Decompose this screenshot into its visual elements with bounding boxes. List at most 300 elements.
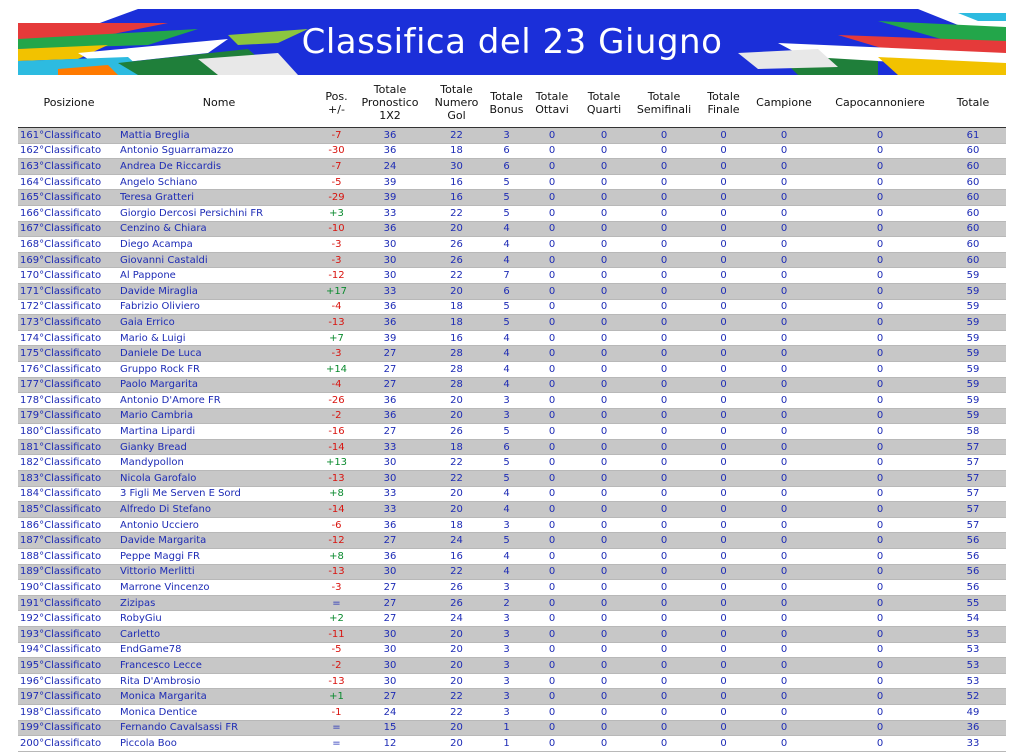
pos-change-cell: =: [318, 720, 355, 736]
capocannoniere-cell: 0: [820, 221, 940, 237]
quarti-cell: 0: [579, 455, 629, 471]
pronostico-cell: 27: [355, 533, 425, 549]
campione-cell: 0: [748, 252, 820, 268]
header-posizione: Posizione: [43, 96, 95, 109]
campione-cell: 0: [748, 268, 820, 284]
header-pos-change: Pos. +/-: [325, 89, 348, 116]
table-row: [18, 455, 1006, 471]
name-cell: Daniele De Luca: [120, 346, 318, 362]
numero-gol-cell: 20: [425, 221, 488, 237]
semifinali-cell: 0: [629, 517, 699, 533]
total-cell: 60: [940, 174, 1006, 190]
finale-cell: 0: [699, 486, 748, 502]
quarti-cell: 0: [579, 549, 629, 565]
bonus-cell: 3: [488, 673, 525, 689]
numero-gol-cell: 30: [425, 159, 488, 175]
bonus-cell: 4: [488, 346, 525, 362]
semifinali-cell: 0: [629, 346, 699, 362]
ottavi-cell: 0: [525, 299, 579, 315]
total-cell: 57: [940, 471, 1006, 487]
ottavi-cell: 0: [525, 502, 579, 518]
quarti-cell: 0: [579, 689, 629, 705]
campione-cell: 0: [748, 658, 820, 674]
pos-change-cell: -30: [318, 143, 355, 159]
finale-cell: 0: [699, 221, 748, 237]
ottavi-cell: 0: [525, 159, 579, 175]
ottavi-cell: 0: [525, 673, 579, 689]
finale-cell: 0: [699, 159, 748, 175]
pronostico-cell: 33: [355, 502, 425, 518]
semifinali-cell: 0: [629, 299, 699, 315]
semifinali-cell: 0: [629, 627, 699, 643]
bonus-cell: 4: [488, 377, 525, 393]
capocannoniere-cell: 0: [820, 658, 940, 674]
position-cell: 196°Classificato: [18, 673, 120, 689]
table-row: [18, 361, 1006, 377]
capocannoniere-cell: 0: [820, 252, 940, 268]
numero-gol-cell: 26: [425, 580, 488, 596]
name-cell: Paolo Margarita: [120, 377, 318, 393]
ottavi-cell: 0: [525, 128, 579, 144]
ottavi-cell: 0: [525, 564, 579, 580]
bonus-cell: 5: [488, 174, 525, 190]
position-cell: 199°Classificato: [18, 720, 120, 736]
pos-change-cell: -2: [318, 658, 355, 674]
finale-cell: 0: [699, 580, 748, 596]
numero-gol-cell: 20: [425, 627, 488, 643]
campione-cell: 0: [748, 720, 820, 736]
ottavi-cell: 0: [525, 237, 579, 253]
quarti-cell: 0: [579, 330, 629, 346]
ottavi-cell: 0: [525, 408, 579, 424]
numero-gol-cell: 22: [425, 455, 488, 471]
pronostico-cell: 27: [355, 377, 425, 393]
table-row: [18, 143, 1006, 159]
total-cell: 57: [940, 517, 1006, 533]
pos-change-cell: +13: [318, 455, 355, 471]
table-row: [18, 252, 1006, 268]
table-row: [18, 658, 1006, 674]
total-cell: 36: [940, 720, 1006, 736]
position-cell: 161°Classificato: [18, 128, 120, 144]
finale-cell: 0: [699, 393, 748, 409]
finale-cell: 0: [699, 315, 748, 331]
position-cell: 193°Classificato: [18, 627, 120, 643]
campione-cell: 0: [748, 190, 820, 206]
numero-gol-cell: 18: [425, 439, 488, 455]
finale-cell: 0: [699, 143, 748, 159]
capocannoniere-cell: 0: [820, 704, 940, 720]
position-cell: 194°Classificato: [18, 642, 120, 658]
campione-cell: 0: [748, 174, 820, 190]
table-row: [18, 315, 1006, 331]
semifinali-cell: 0: [629, 128, 699, 144]
numero-gol-cell: 16: [425, 330, 488, 346]
ottavi-cell: 0: [525, 205, 579, 221]
semifinali-cell: 0: [629, 439, 699, 455]
quarti-cell: 0: [579, 268, 629, 284]
campione-cell: 0: [748, 642, 820, 658]
pronostico-cell: 36: [355, 517, 425, 533]
numero-gol-cell: 26: [425, 595, 488, 611]
semifinali-cell: 0: [629, 455, 699, 471]
bonus-cell: 5: [488, 190, 525, 206]
pronostico-cell: 36: [355, 299, 425, 315]
campione-cell: 0: [748, 627, 820, 643]
bonus-cell: 3: [488, 642, 525, 658]
pos-change-cell: +1: [318, 689, 355, 705]
capocannoniere-cell: 0: [820, 580, 940, 596]
numero-gol-cell: 22: [425, 205, 488, 221]
campione-cell: 0: [748, 533, 820, 549]
quarti-cell: 0: [579, 517, 629, 533]
finale-cell: 0: [699, 627, 748, 643]
table-row: [18, 533, 1006, 549]
capocannoniere-cell: 0: [820, 143, 940, 159]
position-cell: 195°Classificato: [18, 658, 120, 674]
finale-cell: 0: [699, 330, 748, 346]
finale-cell: 0: [699, 549, 748, 565]
header-totale-semifinali: Totale Semifinali: [636, 89, 692, 116]
pronostico-cell: 30: [355, 252, 425, 268]
semifinali-cell: 0: [629, 704, 699, 720]
name-cell: Monica Dentice: [120, 704, 318, 720]
pos-change-cell: -14: [318, 439, 355, 455]
bonus-cell: 3: [488, 627, 525, 643]
capocannoniere-cell: 0: [820, 673, 940, 689]
ottavi-cell: 0: [525, 361, 579, 377]
numero-gol-cell: 18: [425, 143, 488, 159]
pos-change-cell: -13: [318, 564, 355, 580]
finale-cell: 0: [699, 658, 748, 674]
ottavi-cell: 0: [525, 424, 579, 440]
position-cell: 184°Classificato: [18, 486, 120, 502]
finale-cell: 0: [699, 408, 748, 424]
name-cell: 3 Figli Me Serven E Sord: [120, 486, 318, 502]
table-row: [18, 346, 1006, 362]
table-row: [18, 299, 1006, 315]
name-cell: Cenzino & Chiara: [120, 221, 318, 237]
quarti-cell: 0: [579, 658, 629, 674]
pronostico-cell: 36: [355, 393, 425, 409]
finale-cell: 0: [699, 190, 748, 206]
bonus-cell: 5: [488, 471, 525, 487]
numero-gol-cell: 20: [425, 393, 488, 409]
total-cell: 60: [940, 190, 1006, 206]
total-cell: 56: [940, 533, 1006, 549]
position-cell: 183°Classificato: [18, 471, 120, 487]
campione-cell: 0: [748, 439, 820, 455]
capocannoniere-cell: 0: [820, 471, 940, 487]
position-cell: 170°Classificato: [18, 268, 120, 284]
table-row: [18, 704, 1006, 720]
numero-gol-cell: 20: [425, 486, 488, 502]
bonus-cell: 5: [488, 533, 525, 549]
name-cell: RobyGiu: [120, 611, 318, 627]
position-cell: 177°Classificato: [18, 377, 120, 393]
pronostico-cell: 27: [355, 595, 425, 611]
finale-cell: 0: [699, 128, 748, 144]
position-cell: 187°Classificato: [18, 533, 120, 549]
name-cell: Antonio D'Amore FR: [120, 393, 318, 409]
pos-change-cell: -3: [318, 346, 355, 362]
pronostico-cell: 36: [355, 315, 425, 331]
table-row: [18, 283, 1006, 299]
bonus-cell: 5: [488, 205, 525, 221]
table-row: [18, 673, 1006, 689]
semifinali-cell: 0: [629, 502, 699, 518]
total-cell: 61: [940, 128, 1006, 144]
capocannoniere-cell: 0: [820, 268, 940, 284]
quarti-cell: 0: [579, 580, 629, 596]
finale-cell: 0: [699, 736, 748, 752]
name-cell: Gruppo Rock FR: [120, 361, 318, 377]
semifinali-cell: 0: [629, 174, 699, 190]
bonus-cell: 7: [488, 268, 525, 284]
quarti-cell: 0: [579, 408, 629, 424]
pos-change-cell: -29: [318, 190, 355, 206]
semifinali-cell: 0: [629, 315, 699, 331]
ottavi-cell: 0: [525, 455, 579, 471]
name-cell: Giovanni Castaldi: [120, 252, 318, 268]
capocannoniere-cell: 0: [820, 611, 940, 627]
capocannoniere-cell: 0: [820, 128, 940, 144]
name-cell: Mandypollon: [120, 455, 318, 471]
position-cell: 191°Classificato: [18, 595, 120, 611]
campione-cell: 0: [748, 128, 820, 144]
pronostico-cell: 27: [355, 611, 425, 627]
position-cell: 186°Classificato: [18, 517, 120, 533]
pos-change-cell: =: [318, 736, 355, 752]
position-cell: 168°Classificato: [18, 237, 120, 253]
bonus-cell: 3: [488, 611, 525, 627]
quarti-cell: 0: [579, 283, 629, 299]
pos-change-cell: -16: [318, 424, 355, 440]
position-cell: 171°Classificato: [18, 283, 120, 299]
finale-cell: 0: [699, 299, 748, 315]
total-cell: 60: [940, 221, 1006, 237]
total-cell: 59: [940, 268, 1006, 284]
bonus-cell: 5: [488, 299, 525, 315]
capocannoniere-cell: 0: [820, 642, 940, 658]
total-cell: 60: [940, 237, 1006, 253]
header-totale-numero-gol: Totale Numero Gol: [434, 83, 479, 122]
pronostico-cell: 36: [355, 549, 425, 565]
pos-change-cell: -14: [318, 502, 355, 518]
total-cell: 54: [940, 611, 1006, 627]
bonus-cell: 4: [488, 221, 525, 237]
bonus-cell: 1: [488, 720, 525, 736]
capocannoniere-cell: 0: [820, 299, 940, 315]
numero-gol-cell: 26: [425, 424, 488, 440]
bonus-cell: 4: [488, 361, 525, 377]
name-cell: Martina Lipardi: [120, 424, 318, 440]
finale-cell: 0: [699, 502, 748, 518]
total-cell: 59: [940, 408, 1006, 424]
pronostico-cell: 30: [355, 673, 425, 689]
pos-change-cell: -10: [318, 221, 355, 237]
name-cell: Zizipas: [120, 595, 318, 611]
ottavi-cell: 0: [525, 736, 579, 752]
semifinali-cell: 0: [629, 237, 699, 253]
capocannoniere-cell: 0: [820, 689, 940, 705]
position-cell: 200°Classificato: [18, 736, 120, 752]
finale-cell: 0: [699, 564, 748, 580]
total-cell: 56: [940, 580, 1006, 596]
table-row: [18, 424, 1006, 440]
total-cell: 56: [940, 549, 1006, 565]
numero-gol-cell: 28: [425, 346, 488, 362]
position-cell: 182°Classificato: [18, 455, 120, 471]
pronostico-cell: 24: [355, 159, 425, 175]
pronostico-cell: 33: [355, 486, 425, 502]
campione-cell: 0: [748, 159, 820, 175]
position-cell: 188°Classificato: [18, 549, 120, 565]
pos-change-cell: -12: [318, 268, 355, 284]
name-cell: Gaia Errico: [120, 315, 318, 331]
semifinali-cell: 0: [629, 143, 699, 159]
quarti-cell: 0: [579, 627, 629, 643]
numero-gol-cell: 20: [425, 408, 488, 424]
finale-cell: 0: [699, 237, 748, 253]
campione-cell: 0: [748, 299, 820, 315]
semifinali-cell: 0: [629, 424, 699, 440]
header-totale-ottavi: Totale Ottavi: [535, 89, 569, 116]
capocannoniere-cell: 0: [820, 627, 940, 643]
table-row: [18, 393, 1006, 409]
ottavi-cell: 0: [525, 346, 579, 362]
total-cell: 60: [940, 205, 1006, 221]
name-cell: Giorgio Dercosi Persichini FR: [120, 205, 318, 221]
semifinali-cell: 0: [629, 720, 699, 736]
bonus-cell: 4: [488, 502, 525, 518]
ottavi-cell: 0: [525, 549, 579, 565]
capocannoniere-cell: 0: [820, 720, 940, 736]
ottavi-cell: 0: [525, 439, 579, 455]
name-cell: Nicola Garofalo: [120, 471, 318, 487]
table-row: [18, 471, 1006, 487]
capocannoniere-cell: 0: [820, 205, 940, 221]
campione-cell: 0: [748, 471, 820, 487]
table-row: [18, 580, 1006, 596]
table-row: [18, 159, 1006, 175]
finale-cell: 0: [699, 439, 748, 455]
name-cell: Antonio Sguarramazzo: [120, 143, 318, 159]
position-cell: 164°Classificato: [18, 174, 120, 190]
name-cell: Antonio Ucciero: [120, 517, 318, 533]
campione-cell: 0: [748, 143, 820, 159]
total-cell: 53: [940, 627, 1006, 643]
pos-change-cell: -13: [318, 315, 355, 331]
numero-gol-cell: 16: [425, 174, 488, 190]
semifinali-cell: 0: [629, 486, 699, 502]
pos-change-cell: -3: [318, 252, 355, 268]
bonus-cell: 5: [488, 315, 525, 331]
semifinali-cell: 0: [629, 393, 699, 409]
total-cell: 53: [940, 642, 1006, 658]
campione-cell: 0: [748, 486, 820, 502]
name-cell: Piccola Boo: [120, 736, 318, 752]
campione-cell: 0: [748, 517, 820, 533]
numero-gol-cell: 28: [425, 361, 488, 377]
finale-cell: 0: [699, 252, 748, 268]
pronostico-cell: 27: [355, 346, 425, 362]
quarti-cell: 0: [579, 439, 629, 455]
ottavi-cell: 0: [525, 221, 579, 237]
table-row: [18, 174, 1006, 190]
quarti-cell: 0: [579, 205, 629, 221]
finale-cell: 0: [699, 720, 748, 736]
campione-cell: 0: [748, 502, 820, 518]
numero-gol-cell: 24: [425, 533, 488, 549]
position-cell: 178°Classificato: [18, 393, 120, 409]
quarti-cell: 0: [579, 174, 629, 190]
bonus-cell: 6: [488, 143, 525, 159]
pronostico-cell: 30: [355, 627, 425, 643]
pronostico-cell: 12: [355, 736, 425, 752]
semifinali-cell: 0: [629, 658, 699, 674]
pos-change-cell: +7: [318, 330, 355, 346]
pos-change-cell: -11: [318, 627, 355, 643]
name-cell: Gianky Bread: [120, 439, 318, 455]
header-nome: Nome: [202, 96, 236, 109]
name-cell: Mario & Luigi: [120, 330, 318, 346]
position-cell: 166°Classificato: [18, 205, 120, 221]
bonus-cell: 3: [488, 580, 525, 596]
campione-cell: 0: [748, 237, 820, 253]
quarti-cell: 0: [579, 533, 629, 549]
ottavi-cell: 0: [525, 174, 579, 190]
ottavi-cell: 0: [525, 658, 579, 674]
bonus-cell: 3: [488, 128, 525, 144]
capocannoniere-cell: 0: [820, 595, 940, 611]
table-row: [18, 439, 1006, 455]
capocannoniere-cell: 0: [820, 377, 940, 393]
total-cell: 57: [940, 455, 1006, 471]
total-cell: 33: [940, 736, 1006, 752]
finale-cell: 0: [699, 205, 748, 221]
pronostico-cell: 30: [355, 642, 425, 658]
header-campione: Campione: [756, 96, 812, 109]
header-totale-bonus: Totale Bonus: [489, 89, 524, 116]
capocannoniere-cell: 0: [820, 533, 940, 549]
ottavi-cell: 0: [525, 689, 579, 705]
ottavi-cell: 0: [525, 471, 579, 487]
pos-change-cell: +8: [318, 486, 355, 502]
total-cell: 60: [940, 252, 1006, 268]
pos-change-cell: -12: [318, 533, 355, 549]
pronostico-cell: 33: [355, 439, 425, 455]
campione-cell: 0: [748, 408, 820, 424]
bonus-cell: 3: [488, 517, 525, 533]
semifinali-cell: 0: [629, 283, 699, 299]
pos-change-cell: -2: [318, 408, 355, 424]
bonus-cell: 6: [488, 283, 525, 299]
capocannoniere-cell: 0: [820, 159, 940, 175]
pronostico-cell: 27: [355, 580, 425, 596]
numero-gol-cell: 22: [425, 128, 488, 144]
numero-gol-cell: 20: [425, 642, 488, 658]
campione-cell: 0: [748, 393, 820, 409]
pronostico-cell: 30: [355, 455, 425, 471]
pos-change-cell: -3: [318, 237, 355, 253]
table-row: [18, 237, 1006, 253]
campione-cell: 0: [748, 549, 820, 565]
capocannoniere-cell: 0: [820, 455, 940, 471]
position-cell: 190°Classificato: [18, 580, 120, 596]
semifinali-cell: 0: [629, 580, 699, 596]
quarti-cell: 0: [579, 346, 629, 362]
